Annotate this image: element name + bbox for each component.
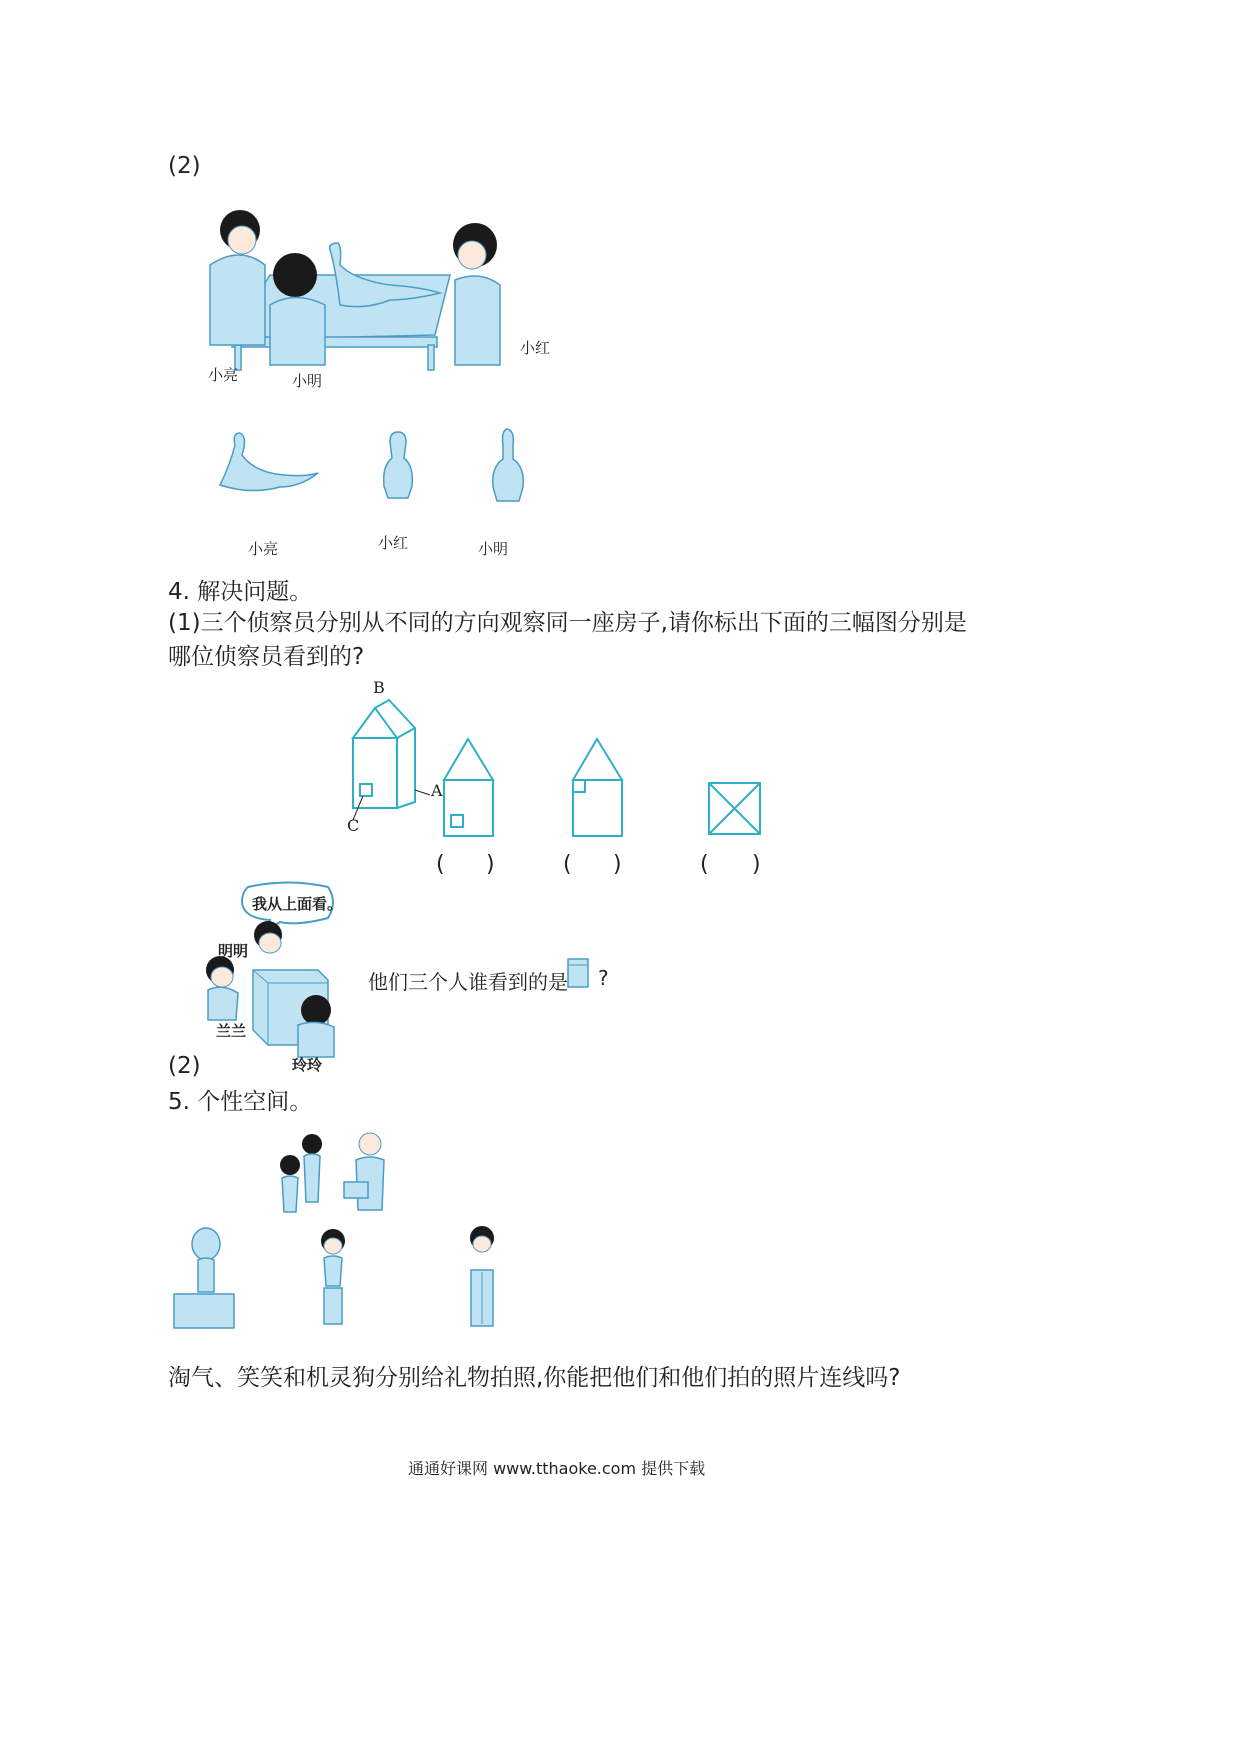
answer-paren-open-1: ( bbox=[436, 852, 445, 877]
view-label-2: 小红 bbox=[378, 534, 409, 552]
house-view-front bbox=[443, 738, 495, 838]
q4-title: 4. 解决问题。 bbox=[168, 579, 313, 605]
label-xiaoming: 小明 bbox=[292, 372, 323, 390]
view-label-1: 小亮 bbox=[248, 540, 279, 558]
house-label-b: B bbox=[373, 678, 385, 697]
q4-p1-line2: 哪位侦察员看到的? bbox=[168, 644, 365, 670]
answer-paren-close-3: ) bbox=[752, 852, 761, 877]
house-view-top bbox=[708, 782, 762, 836]
q4-p2-question-end: ? bbox=[598, 966, 609, 990]
dino-side-view bbox=[210, 425, 320, 500]
house-3d-diagram bbox=[345, 680, 455, 835]
children-and-man-illustration bbox=[262, 1130, 397, 1230]
label-xiaoliang: 小亮 bbox=[208, 366, 239, 384]
gift-tall-box-boy bbox=[462, 1224, 502, 1328]
house-label-a: A bbox=[431, 781, 443, 800]
box-view-icon bbox=[566, 957, 592, 991]
section-2-label: (2) bbox=[168, 153, 201, 179]
kid-name-mingming: 明明 bbox=[218, 942, 249, 960]
speech-text: 我从上面看。 bbox=[252, 895, 343, 913]
dino-front-view bbox=[378, 428, 418, 500]
gift-tall-box-girl bbox=[308, 1226, 358, 1326]
answer-paren-open-2: ( bbox=[563, 852, 572, 877]
q5-question: 淘气、笑笑和机灵狗分别给礼物拍照,你能把他们和他们拍的照片连线吗? bbox=[168, 1365, 901, 1391]
dino-back-view bbox=[485, 425, 530, 505]
house-view-side bbox=[572, 738, 624, 838]
q4-p1-line1: (1)三个侦察员分别从不同的方向观察同一座房子,请你标出下面的三幅图分别是 bbox=[168, 610, 967, 636]
q5-title: 5. 个性空间。 bbox=[168, 1089, 313, 1115]
answer-paren-open-3: ( bbox=[700, 852, 709, 877]
kid-name-lanlan: 兰兰 bbox=[216, 1022, 247, 1040]
kid-name-lingling: 玲玲 bbox=[292, 1056, 323, 1074]
q4-p2-question: 他们三个人谁看到的是 bbox=[368, 970, 568, 994]
view-label-3: 小明 bbox=[478, 540, 509, 558]
q4-p2-label: (2) bbox=[168, 1053, 201, 1079]
house-label-c: C bbox=[347, 816, 360, 835]
answer-paren-close-1: ) bbox=[486, 852, 495, 877]
answer-paren-close-2: ) bbox=[613, 852, 622, 877]
dinosaur-table-illustration bbox=[190, 205, 530, 375]
label-xiaohong: 小红 bbox=[520, 339, 551, 357]
gift-wide-box bbox=[172, 1222, 237, 1330]
footer-text: 通通好课网 www.tthaoke.com 提供下载 bbox=[408, 1459, 706, 1478]
